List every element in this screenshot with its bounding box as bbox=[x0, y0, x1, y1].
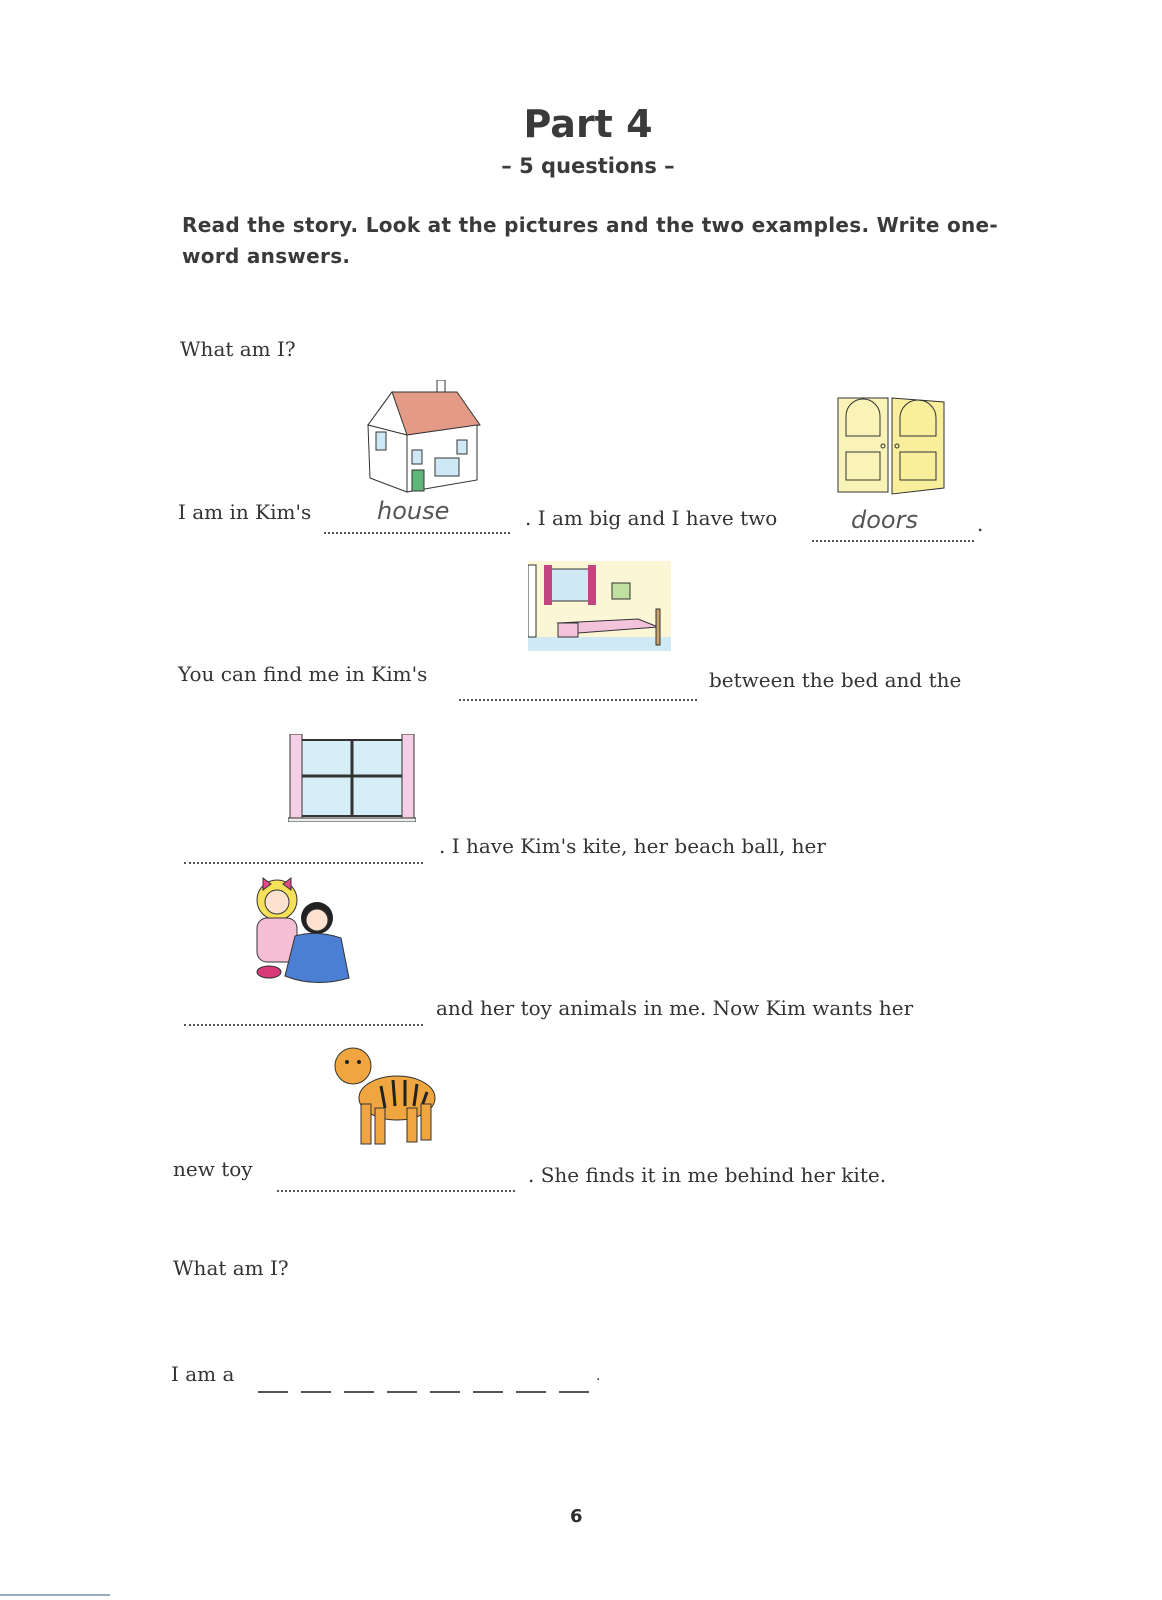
story-heading: What am I? bbox=[180, 337, 296, 361]
answer-blank-1[interactable] bbox=[459, 699, 697, 701]
answer-blank-example2 bbox=[812, 540, 974, 542]
line5-text-start: new toy bbox=[173, 1157, 253, 1181]
scan-edge-line bbox=[0, 1594, 110, 1596]
line1-text-middle: . I am big and I have two bbox=[525, 506, 778, 530]
answer-blank-3[interactable] bbox=[184, 1024, 423, 1026]
example-answer-doors: doors bbox=[851, 506, 918, 534]
answer-letter-blanks[interactable] bbox=[258, 1378, 602, 1397]
window-picture bbox=[288, 734, 416, 822]
bedroom-picture bbox=[528, 561, 671, 651]
answer-prompt: I am a bbox=[171, 1362, 235, 1386]
tiger-picture bbox=[331, 1042, 439, 1150]
answer-letter-blank[interactable] bbox=[516, 1391, 546, 1393]
house-picture bbox=[362, 380, 482, 496]
answer-letter-blank[interactable] bbox=[301, 1391, 331, 1393]
question-heading: What am I? bbox=[173, 1256, 289, 1280]
answer-letter-blank[interactable] bbox=[559, 1391, 589, 1393]
answer-letter-blank[interactable] bbox=[258, 1391, 288, 1393]
answer-blank-4[interactable] bbox=[277, 1190, 515, 1192]
answer-blank-example1 bbox=[324, 532, 510, 534]
answer-letter-blank[interactable] bbox=[473, 1391, 503, 1393]
instructions: Read the story. Look at the pictures and the two examples. Write one-word answers. bbox=[182, 213, 998, 268]
answer-end: . bbox=[596, 1368, 601, 1384]
dolls-picture bbox=[245, 872, 353, 990]
line4-text: and her toy animals in me. Now Kim wants her bbox=[436, 996, 914, 1020]
answer-blank-2[interactable] bbox=[184, 862, 423, 864]
line3-text: . I have Kim's kite, her beach ball, her bbox=[439, 834, 826, 858]
example-answer-house: house bbox=[377, 497, 450, 525]
page-subtitle: – 5 questions – bbox=[501, 154, 675, 178]
line5-text-end: . She finds it in me behind her kite. bbox=[528, 1163, 887, 1187]
line2-text-end: between the bed and the bbox=[709, 668, 962, 692]
answer-letter-blank[interactable] bbox=[344, 1391, 374, 1393]
answer-letter-blank[interactable] bbox=[430, 1391, 460, 1393]
page-title: Part 4 bbox=[523, 102, 653, 146]
doors-picture bbox=[836, 396, 948, 496]
page-number: 6 bbox=[570, 1506, 583, 1527]
line1-text-start: I am in Kim's bbox=[178, 500, 312, 524]
line2-text-start: You can find me in Kim's bbox=[178, 662, 428, 686]
answer-letter-blank[interactable] bbox=[387, 1391, 417, 1393]
line1-text-end: . bbox=[977, 512, 984, 536]
